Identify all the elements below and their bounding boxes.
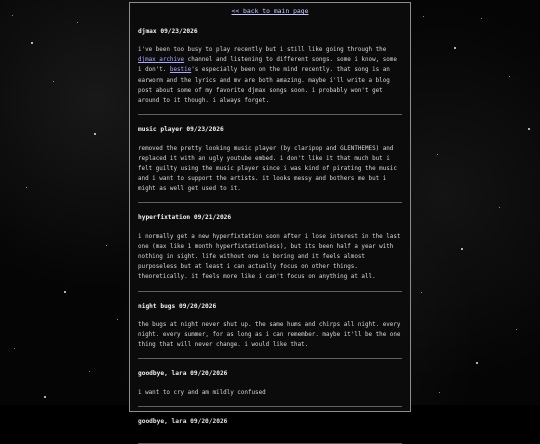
post-body: i want to cry and am mildly confused [138,389,266,396]
star-dot [476,362,478,364]
star-dot [437,154,438,155]
star-dot [77,22,78,23]
post-night-bugs [138,292,402,360]
blog-post-panel [129,2,411,425]
star-dot [509,76,510,77]
star-dot [461,248,463,250]
post-body: removed the pretty looking music player (by claripop and GLENTHEMES) and replaced it with an ugly youtube embed. i don't like it that much but i felt guilty using the music player since i was kind of pirating the music and i want to support the artists. it looks messy and bothers me but i might as well get used to it. [138,145,397,193]
star-dot [528,128,530,130]
djmax-archive-link[interactable]: djmax archive [138,57,185,64]
star-dot [423,16,424,17]
star-dot [481,18,482,19]
post-title: goodbye, lara 09/20/2026 [138,370,228,378]
post-goodbye-lara [138,359,402,407]
post-body: i normally get a new hyperfixtation soon after i lose interest in the last one (max like 1 month hyperfixtationless), but its been half a year with nothing in sight. life without one is boring and it feels almost purposeless but at least i can actually focus on other things. theoretically. it feels more like i can't focus on anything at all. [138,233,401,281]
post-text-segment: 's especially been on the mind recently. that song is an earworm and the lyrics and mv are both amazing. maybe i'll write a blog post about some of my favorite djmax songs soon. i probably won't get around to it though. i always forget. [138,67,390,104]
star-dot [439,392,440,393]
post-title: hyperfixtation 09/21/2026 [138,214,232,222]
post-hyperfixtation [138,203,402,291]
post-music-player [138,115,402,203]
post-body [138,45,402,106]
star-dot [14,348,15,349]
star-dot [94,133,96,135]
star-dot [64,291,66,293]
star-dot [89,371,90,372]
post-djmax [138,16,402,115]
star-dot [454,47,456,49]
star-dot [421,292,422,293]
post-title: goodbye, lara 09/20/2026 [138,418,228,425]
post-title: night bugs 09/20/2026 [138,302,217,310]
post-body: the bugs at night never shut up. the same hums and chirps all night. every night. every summer, for as long as i can remember. maybe it'll be the one thing that will never change. i would like that. [138,321,401,349]
star-dot [106,245,107,246]
post-title: music player 09/23/2026 [138,126,224,134]
star-dot [12,15,13,16]
star-dot [499,207,500,208]
bestie-link[interactable]: bestie [169,67,192,74]
back-to-main-link[interactable]: << back to main page [231,7,309,15]
post-goodbye-lara-partial [138,407,402,444]
star-dot [44,396,46,398]
post-text-segment: channel and listening to different songs. some i know, some i don't. [138,57,397,74]
post-title: djmax 09/23/2026 [138,27,198,35]
star-dot [53,81,54,82]
star-dot [516,329,517,330]
star-dot [117,319,118,320]
star-dot [31,42,33,44]
post-text-segment: i've been too busy to play recently but i still like going through the [138,47,387,54]
star-dot [26,187,27,188]
